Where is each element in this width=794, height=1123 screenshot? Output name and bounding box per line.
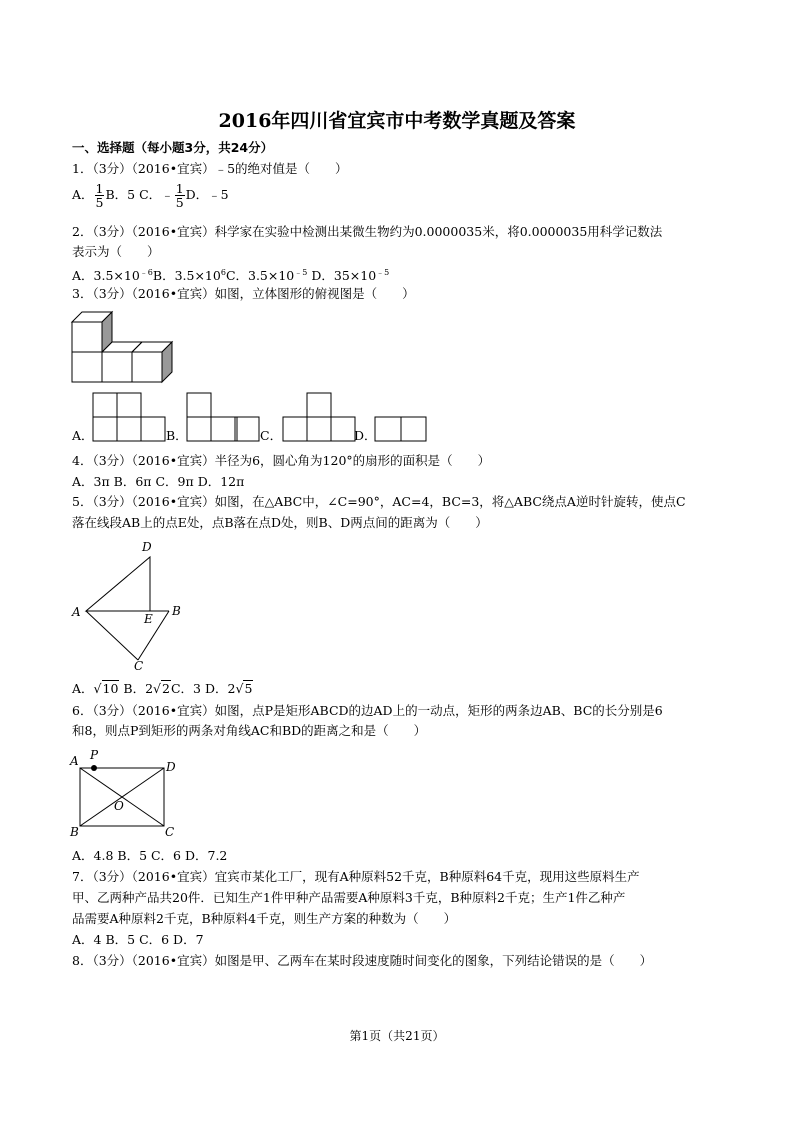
solid-cubes-figure xyxy=(70,308,180,386)
question-4-options: A．3π B．6π C．9π D．12π xyxy=(72,474,245,489)
question-7-stem-cont2: 品需要A种原料2千克，B种原料4千克，则生产方案的种数为（ ） xyxy=(72,911,457,926)
option-a-label: A． xyxy=(72,428,94,443)
section-heading: 一、选择题（每小题3分，共24分） xyxy=(72,140,274,155)
question-2-stem: 2．（3分）（2016•宜宾）科学家在实验中检测出某微生物约为0.0000035米，将0.0000035用科学记数法 xyxy=(72,224,663,239)
fraction-one-fifth: $\frac{1}{5}$ xyxy=(95,181,104,210)
question-8-stem: 8．（3分）（2016•宜宾）如图是甲、乙两车在某时段速度随时间变化的图象，下列结论错误的是（ ） xyxy=(72,953,653,968)
label-e: E xyxy=(144,612,153,626)
label-a: A xyxy=(72,605,81,619)
question-3-stem: 3．（3分）（2016•宜宾）如图，立体图形的俯视图是（ ） xyxy=(72,286,415,301)
question-6-stem: 6．（3分）（2016•宜宾）如图，点P是矩形ABCD的边AD上的一动点，矩形的两条边AB、BC的长分别是6 xyxy=(72,703,663,718)
question-6-options: A．4.8 B．5 C．6 D．7.2 xyxy=(72,848,228,863)
option-a-figure xyxy=(92,392,168,442)
question-2-stem-cont: 表示为（ ） xyxy=(72,244,160,259)
question-2-options: A．$3.5\times 10^{﹣6}B$．$3.5\times 10^6C$．$3.5\times 10^{﹣5}$ D．$35\times 10^{﹣5}$ xyxy=(72,268,390,284)
fraction-one-fifth: $\frac{1}{5}$ xyxy=(175,181,184,210)
question-1-stem: 1．（3分）（2016•宜宾）﹣5的绝对值是（ ） xyxy=(72,161,348,176)
question-4-stem: 4．（3分）（2016•宜宾）半径为6，圆心角为120°的扇形的面积是（ ） xyxy=(72,453,491,468)
page-title: 2016年四川省宜宾市中考数学真题及答案 xyxy=(218,110,576,132)
page-footer: 第1页（共21页） xyxy=(349,1029,445,1043)
label-c: C xyxy=(134,659,144,672)
question-5-stem: 5．（3分）（2016•宜宾）如图，在△ABC中，∠C=90°，AC=4，BC=3，将△ABC绕点A逆时针旋转，使点C xyxy=(72,494,686,509)
question-6-stem-cont: 和8，则点P到矩形的两条对角线AC和BD的距离之和是（ ） xyxy=(72,723,427,738)
rectangle-diagonals-figure xyxy=(68,747,186,839)
option-c-label: C． xyxy=(260,428,283,443)
label-d: D xyxy=(142,540,152,554)
triangle-rotation-figure xyxy=(68,538,198,672)
option-b-figure xyxy=(186,392,264,442)
label-p: P xyxy=(90,748,99,762)
question-7-stem-cont: 甲、乙两种产品共20件．已知生产1件甲种产品需要A种原料3千克，B种原料2千克；生产1件乙种产 xyxy=(72,890,626,905)
option-d-label: D． xyxy=(354,428,377,443)
question-5-stem-cont: 落在线段AB上的点E处，点B落在点D处，则B、D两点间的距离为（ ） xyxy=(72,515,488,530)
label-c: C xyxy=(165,825,175,839)
question-1-options: A． $\frac{1}{5}$ B．5 C．﹣ $\frac{1}{5}$ D．﹣5 xyxy=(72,181,229,210)
label-b: B xyxy=(70,825,79,839)
question-5-options: A．√10 B．2√2C．3 D．2√5 xyxy=(72,681,253,696)
option-d-figure xyxy=(374,416,428,442)
question-7-options: A．4 B．5 C．6 D．7 xyxy=(72,932,204,947)
label-d: D xyxy=(166,760,176,774)
option-b-label: B． xyxy=(166,428,188,443)
label-o: O xyxy=(114,799,124,813)
label-b: B xyxy=(172,604,181,618)
label-a: A xyxy=(70,754,79,768)
option-c-figure xyxy=(282,392,358,442)
question-7-stem: 7．（3分）（2016•宜宾）宜宾市某化工厂，现有A种原料52千克，B种原料64千克，现用这些原料生产 xyxy=(72,869,640,884)
